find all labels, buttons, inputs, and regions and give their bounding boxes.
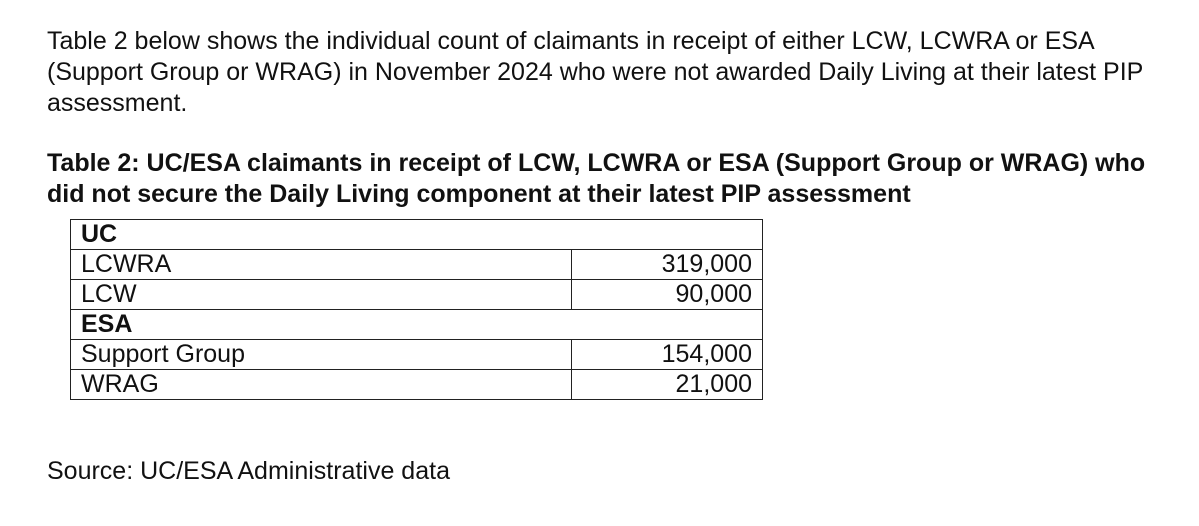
row-label: LCWRA [71,250,572,280]
source-note: Source: UC/ESA Administrative data [47,457,450,485]
table-row [71,280,763,310]
group-heading-esa: ESA [71,310,763,340]
table-row [71,250,763,280]
claimants-table [70,219,763,400]
table-caption: Table 2: UC/ESA claimants in receipt of LCW, LCWRA or ESA (Support Group or WRAG) who did not secure the Daily Living component at their latest PIP assessment [47,149,1146,208]
intro-paragraph: Table 2 below shows the individual count of claimants in receipt of either LCW, LCWRA or ESA (Support Group or WRAG) in November 2024 who were not awarded Daily Living at their latest PIP assessment. [47,27,1143,117]
row-label: WRAG [71,370,572,400]
table-row [71,340,763,370]
table-row [71,370,763,400]
table-group-row [71,220,763,250]
row-label: LCW [71,280,572,310]
row-value: 154,000 [572,340,763,370]
row-value: 319,000 [572,250,763,280]
row-label: Support Group [71,340,572,370]
table-group-row [71,310,763,340]
row-value: 21,000 [572,370,763,400]
row-value: 90,000 [572,280,763,310]
group-heading-uc: UC [71,220,763,250]
